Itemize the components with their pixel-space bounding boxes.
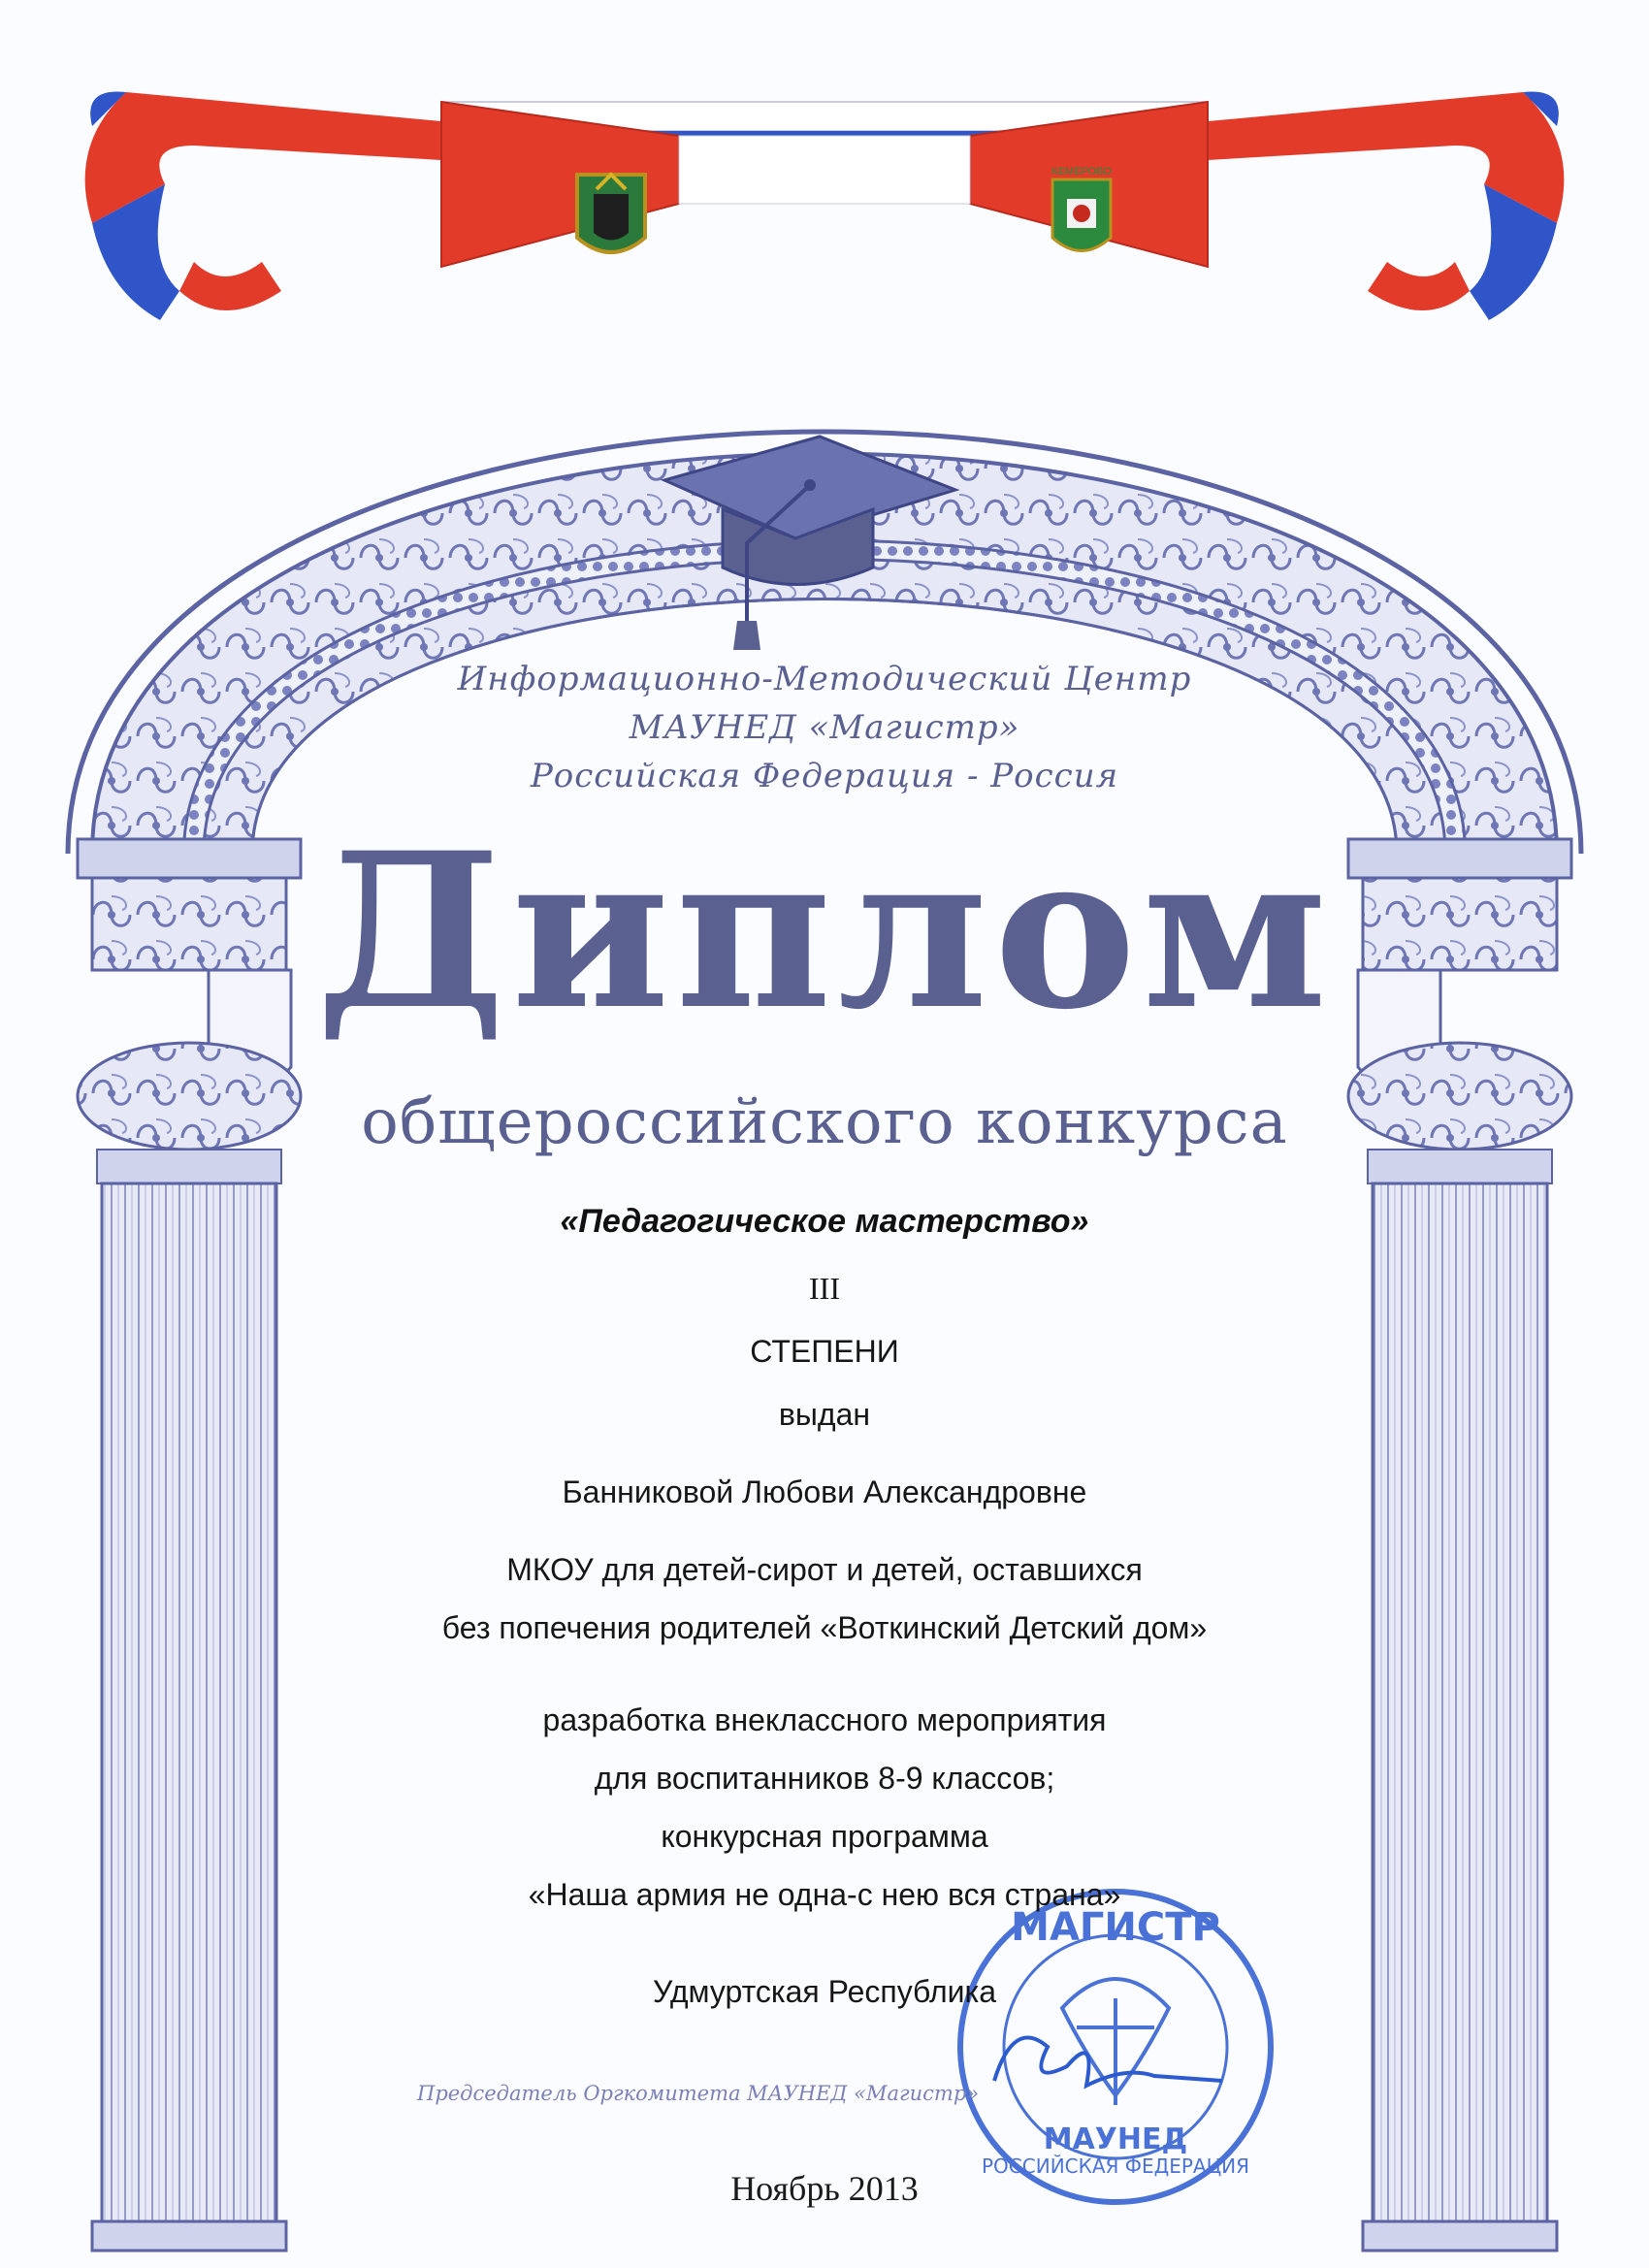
svg-text:МАГИСТР: МАГИСТР: [1011, 1905, 1220, 1950]
official-stamp: [960, 1892, 1271, 2202]
contest-name: «Педагогическое мастерство»: [560, 1203, 1089, 1240]
signature: [994, 2038, 1222, 2086]
issue-date: Ноябрь 2013: [730, 2169, 919, 2208]
diploma-title: Диплом: [315, 805, 1334, 1056]
left-coat-of-arms-icon: [577, 175, 645, 252]
issued-label: выдан: [778, 1397, 871, 1432]
right-coat-of-arms-icon: [1052, 179, 1111, 251]
chairman-label: Председатель Оргкомитета МАУНЕД «Магистр»: [417, 2082, 980, 2105]
org-line-3: Российская Федерация - Россия: [530, 757, 1119, 795]
left-column: [78, 839, 301, 2251]
svg-text:РОССИЙСКАЯ ФЕДЕРАЦИЯ: РОССИЙСКАЯ ФЕДЕРАЦИЯ: [982, 2155, 1249, 2178]
region: Удмуртская Республика: [653, 1974, 996, 2009]
org-line-1: Информационно-Методический Центр: [457, 660, 1192, 698]
flag-ribbon: [85, 91, 1565, 320]
right-emblem-label: КЕМЕРОВО: [1051, 166, 1112, 178]
institution-line-2: без попечения родителей «Воткинский Детский дом»: [441, 1610, 1208, 1645]
right-column: [1348, 839, 1571, 2251]
svg-text:МАУНЕД: МАУНЕД: [1043, 2122, 1188, 2156]
degree-word: СТЕПЕНИ: [750, 1334, 899, 1369]
degree-number: III: [809, 1271, 840, 1306]
diploma-subtitle: общероссийского конкурса: [361, 1086, 1288, 1158]
org-line-2: МАУНЕД «Магистр»: [629, 708, 1020, 747]
work-line-2: для воспитанников 8-9 классов;: [594, 1761, 1055, 1796]
recipient-name: Банниковой Любови Александровне: [562, 1474, 1087, 1509]
work-line-4: «Наша армия не одна-с нею вся страна»: [528, 1877, 1121, 1912]
institution-line-1: МКОУ для детей-сирот и детей, оставшихся: [506, 1552, 1143, 1587]
work-line-1: разработка внеклассного мероприятия: [542, 1702, 1107, 1737]
work-line-3: конкурсная программа: [661, 1819, 988, 1854]
